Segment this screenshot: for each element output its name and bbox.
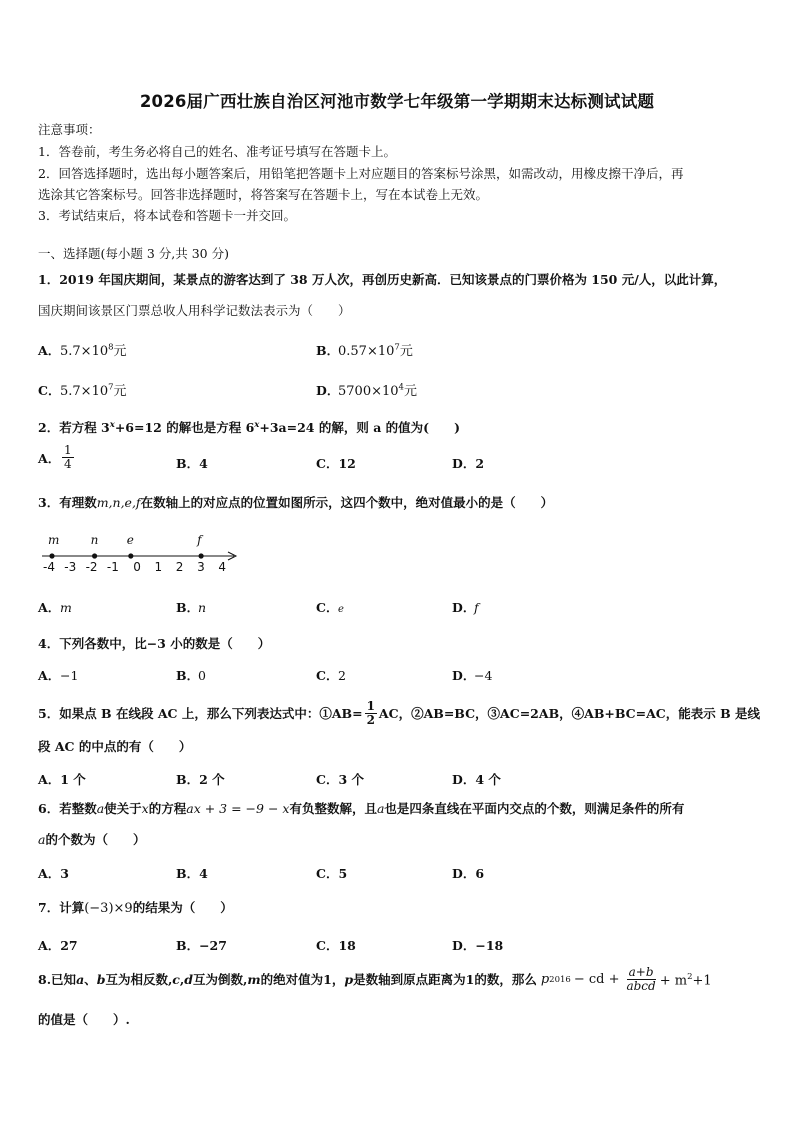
q7-option-d[interactable]: D．−18 bbox=[452, 938, 504, 953]
q6-options bbox=[0, 864, 794, 886]
q5-option-b[interactable]: B．2 个 bbox=[176, 772, 225, 787]
q3-option-c[interactable]: C． e bbox=[316, 600, 344, 615]
q8-stem-2: 的值是（ ）. bbox=[38, 1012, 130, 1027]
number-line-tick-label: 3 bbox=[197, 560, 205, 574]
number-line-point-n bbox=[92, 553, 97, 558]
q5-option-d[interactable]: D．4 个 bbox=[452, 772, 501, 787]
number-line-tick-label: 2 bbox=[175, 560, 184, 574]
q3-option-a[interactable]: A． m bbox=[38, 600, 72, 615]
q4-options bbox=[0, 666, 794, 688]
q3-option-b[interactable]: B． n bbox=[176, 600, 207, 615]
section-heading: 一、选择题(每小题 3 分,共 30 分) bbox=[38, 246, 229, 261]
notice-heading: 注意事项： bbox=[38, 122, 101, 137]
q5-stem-1: 5．如果点 B 在线段 AC 上，那么下列表达式中：①AB= $\frac{1}{2}$ AC，②AB=BC，③AC=2AB，④AB+BC=AC，能表示 B 是线 bbox=[38, 699, 761, 727]
number-line-tick-label: -1 bbox=[106, 560, 119, 574]
number-line-tick-label: 0 bbox=[133, 560, 141, 574]
number-line-point-label: f bbox=[197, 533, 202, 547]
q2-option-c[interactable]: C．12 bbox=[316, 456, 356, 471]
q4-stem: 4．下列各数中，比−3 小的数是（ ） bbox=[38, 636, 271, 651]
q7-option-a[interactable]: A．27 bbox=[38, 938, 78, 953]
q5-option-c[interactable]: C．3 个 bbox=[316, 772, 364, 787]
number-line-point-f bbox=[199, 553, 204, 558]
q7-options bbox=[0, 936, 794, 958]
q2-options bbox=[0, 443, 794, 471]
q2-option-d[interactable]: D．2 bbox=[452, 456, 485, 471]
number-line-tick-label: -4 bbox=[43, 560, 55, 574]
q1-stem-1: 1．2019 年国庆期间，某景点的游客达到了 38 万人次，再创历史新高．已知该景点的门票价格为 150 元/人，以此计算， bbox=[38, 272, 727, 287]
q1-option-a[interactable]: A． $5.7\times 10^8$元 bbox=[38, 342, 127, 359]
number-line-tick-label: -2 bbox=[85, 560, 98, 574]
number-line-tick-label: 4 bbox=[218, 560, 227, 574]
notice-item-2: 2．回答选择题时，选出每小题答案后，用铅笔把答题卡上对应题目的答案标号涂黑，如需改动，用橡皮擦干净后，再 bbox=[38, 166, 684, 181]
q6-option-d[interactable]: D．6 bbox=[452, 866, 485, 881]
q6-option-c[interactable]: C．5 bbox=[316, 866, 348, 881]
number-line-tick-label: -3 bbox=[64, 560, 77, 574]
number-line-point-e bbox=[128, 553, 133, 558]
q7-stem: 7．计算(−3)×9的结果为（ ） bbox=[38, 900, 233, 916]
q3-option-d[interactable]: D． f bbox=[452, 600, 479, 615]
q7-option-b[interactable]: B．−27 bbox=[176, 938, 227, 953]
q6-option-a[interactable]: A．3 bbox=[38, 866, 69, 881]
q1-stem-2: 国庆期间该景区门票总收人用科学记数法表示为（ ） bbox=[38, 303, 351, 318]
notice-item-3: 3．考试结束后，将本试卷和答题卡一并交回。 bbox=[38, 208, 296, 223]
q1-option-b[interactable]: B． $0.57\times 10^7$元 bbox=[316, 342, 413, 359]
q2-option-a[interactable]: A． $\frac{1}{4}$ bbox=[38, 443, 72, 471]
q4-option-c[interactable]: C． 2 bbox=[316, 668, 346, 683]
q1-options-row-2 bbox=[0, 380, 794, 402]
page-title: 2026届广西壮族自治区河池市数学七年级第一学期期末达标测试试题 bbox=[139, 92, 655, 111]
q4-option-a[interactable]: A． −1 bbox=[38, 668, 79, 683]
q1-options-row-1 bbox=[0, 340, 794, 362]
number-line-point-label: n bbox=[90, 533, 99, 547]
q2-stem: 2．若方程 $3^x+6=12$ 的解也是方程 $6^x+3a=24$ 的解，则 a 的值为( ) bbox=[38, 420, 460, 436]
notice-item-2-cont: 选涂其它答案标号。回答非选择题时，将答案写在答题卡上，写在本试卷上无效。 bbox=[38, 187, 489, 202]
notice-item-1: 1．答卷前，考生务必将自己的姓名、准考证号填写在答题卡上。 bbox=[38, 144, 396, 159]
q4-option-d[interactable]: D． −4 bbox=[452, 668, 493, 683]
q5-stem-2: 段 AC 的中点的有（ ） bbox=[38, 739, 192, 754]
q5-options bbox=[0, 770, 794, 792]
number-line-point-label: e bbox=[126, 533, 134, 547]
q1-option-d[interactable]: D． $5700\times 10^4$元 bbox=[316, 382, 417, 399]
q1-option-c[interactable]: C． $5.7\times 10^7$元 bbox=[38, 382, 127, 399]
q5-option-a[interactable]: A．1 个 bbox=[38, 772, 86, 787]
q8-stem-1: 8.已知 a 、 b 互为相反数, c , d 互为倒数, m 的绝对值为 1 ， p 是数轴到原点距离为 1 的数，那么 p 2016 − cd + $\frac{a+b}{\text{abcd}}$ + $m^2+1$ bbox=[38, 965, 712, 993]
number-line-point-label: m bbox=[48, 533, 60, 547]
q6-option-b[interactable]: B．4 bbox=[176, 866, 208, 881]
number-line-figure bbox=[38, 532, 258, 578]
q3-options bbox=[0, 598, 794, 620]
q3-stem: 3．有理数m,n,e,f在数轴上的对应点的位置如图所示，这四个数中，绝对值最小的是（ ） bbox=[38, 495, 554, 510]
q6-stem-2: a的个数为（ ） bbox=[38, 832, 146, 847]
q2-option-b[interactable]: B．4 bbox=[176, 456, 208, 471]
number-line-point-m bbox=[49, 553, 54, 558]
number-line-tick-label: 1 bbox=[154, 560, 163, 574]
q6-stem-1: 6．若整数a使关于x的方程ax + 3 = −9 − x有负整数解，且a也是四条直线在平面内交点的个数，则满足条件的所有 bbox=[38, 801, 685, 816]
q7-option-c[interactable]: C．18 bbox=[316, 938, 356, 953]
q4-option-b[interactable]: B． 0 bbox=[176, 668, 206, 683]
